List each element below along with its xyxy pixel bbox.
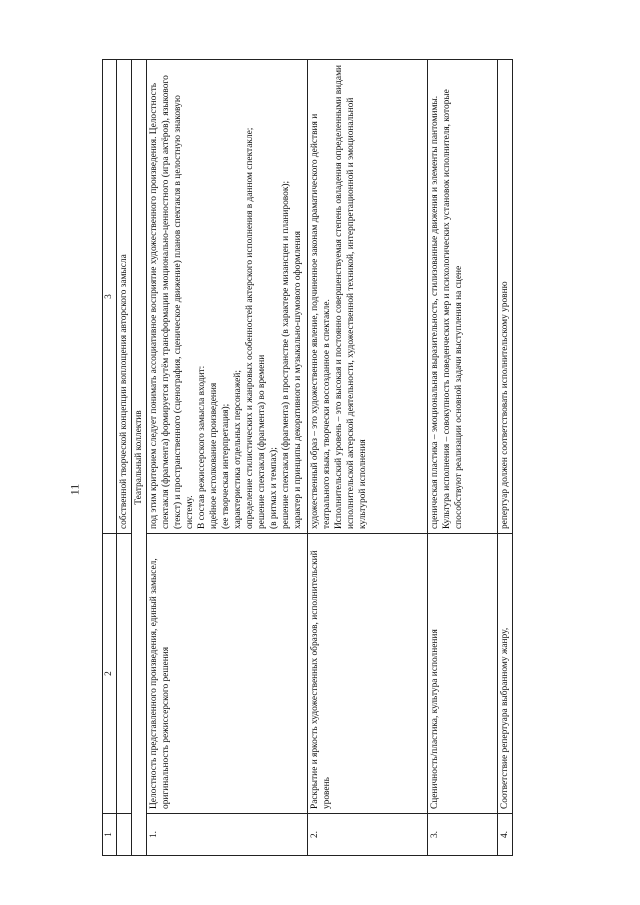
page-number: 11 [67, 483, 82, 496]
row-criterion: Целостность представленного произведения, единый замысел, оригинальность режиссерского решения [147, 534, 308, 814]
row-number: 2. [308, 814, 428, 856]
table-row [498, 60, 513, 856]
row-description: сценическая пластика – эмоциональная выразительность, стилизованные движения и элементы пантомимы. Культура исполнения – совокупность поведенческих мер и психологических установок исполнителя, которые способствуют реализации основной задачи выступления на сцене [428, 60, 498, 534]
header-col-1: 1 [103, 814, 117, 856]
row-criterion: Раскрытие и яркость художественных образов, исполнительский уровень [308, 534, 428, 814]
row-number: 1. [147, 814, 308, 856]
table-row [147, 60, 308, 856]
header-row [103, 60, 117, 856]
table-row [428, 60, 498, 856]
row-description: репертуар должен соответствовать исполнительскому уровню [498, 60, 513, 534]
section-row [132, 60, 147, 856]
continuation-row [117, 60, 132, 856]
table-row [308, 60, 428, 856]
criteria-table [102, 59, 513, 856]
row-criterion: Сценичность/пластика, культура исполнения [428, 534, 498, 814]
section-title: Театральный коллектив [132, 60, 147, 856]
header-col-3: 3 [103, 60, 117, 534]
row-criterion: Соответствие репертуара выбранному жанру, [498, 534, 513, 814]
continuation-text: собственной творческой концепции воплощения авторского замысла [117, 60, 132, 534]
criteria-table-rotated [102, 60, 538, 856]
row-description: под этим критерием следует понимать ассоциативное восприятие художественного произведения. Целостность спектакля (фрагмента) формируется путём трансформации эмоционально-ценностного (игра актёров), языкового (текст) и пространственного (сценография, сценическое движение) планов спектакля в целостную знаковую систему. В состав режиссерского замысла входит: идейное истолкование произведения (ее творческая интерпретация); характеристика отдельных персонажей; определение стилистических и жанровых особенностей актерского исполнения в данном спектакле; решение спектакля (фрагмента) во времени (в ритмах и темпах); решение спектакля (фрагмента) в пространстве (в характере мизансцен и планировок); характер и принципы декоративного и музыкально-шумового оформления [147, 60, 308, 534]
row-number: 3. [428, 814, 498, 856]
row-description: художественный образ – это художественное явление, подчиненное законам драматического действия и театрального языка, творчески воссозданное в спектакле. Исполнительский уровень – это высокая и постоянно совершенствуемая степень овладения определенными видами исполнительской актерской деятельности, художественной техникой, интерпретационной и эмоциональной культурой исполнения [308, 60, 428, 534]
row-number: 4. [498, 814, 513, 856]
header-col-2: 2 [103, 534, 117, 814]
